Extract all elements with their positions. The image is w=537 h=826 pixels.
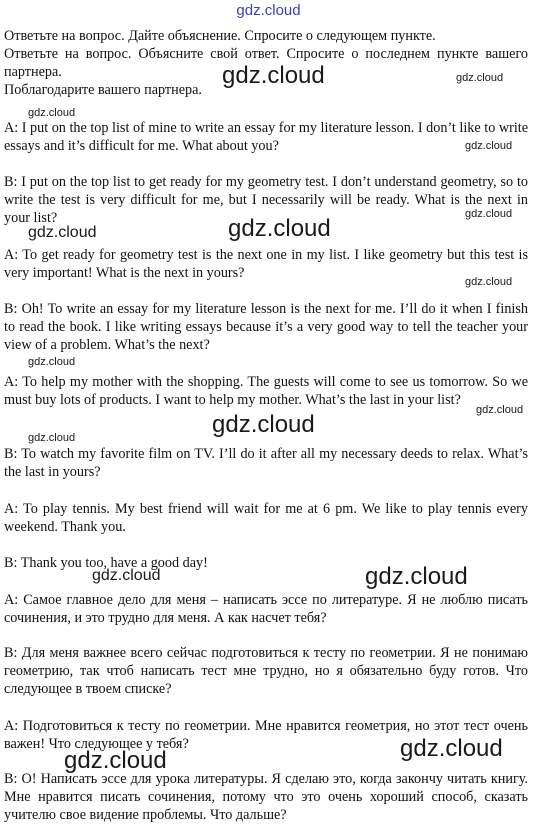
instruction-1: Ответьте на вопрос. Дайте объяснение. Спросите о следующем пункте. bbox=[4, 28, 436, 44]
translation-line: В: Для меня важнее всего сейчас подготовиться к тесту по геометрии. Я не понимаю геометрию, так чтоб написать тест мне трудно, но я обязательно буду готов. Что следующее в твоем списке? bbox=[4, 645, 528, 697]
instruction-2: Ответьте на вопрос. Объясните свой ответ. Спросите о последнем пункте вашего партнера. bbox=[4, 46, 528, 80]
watermark: gdz.cloud bbox=[28, 224, 97, 241]
watermark: gdz.cloud bbox=[465, 140, 513, 152]
translation-line: А: Самое главное дело для меня – написать эссе по литературе. Я не люблю писать сочинения, и это трудно для меня. А как насчет тебя? bbox=[4, 592, 528, 626]
watermark: gdz.cloud bbox=[28, 107, 76, 119]
watermark: gdz.cloud bbox=[400, 735, 503, 762]
translation-line: А: Подготовиться к тесту по геометрии. Мне нравится геометрия, но этот тест очень важен! Что следующее у тебя? bbox=[4, 718, 528, 752]
dialogue-line: B: Oh! To write an essay for my literature lesson is the next for me. I’ll do it when I finish to read the book. I like writing essays because it’s a very good way to tell the teacher your view of a problem. What’s the next? bbox=[4, 301, 528, 353]
dialogue-line: B: I put on the top list to get ready for my geometry test. I don’t understand geometry, so to write the test is very difficult for me, but I necessarily will be ready. What is the next in your list? bbox=[4, 174, 528, 226]
watermark: gdz.cloud bbox=[456, 72, 504, 84]
instruction-3: Поблагодарите вашего партнера. bbox=[4, 82, 202, 98]
dialogue-line: A: To help my mother with the shopping. The guests will come to see us tomorrow. So we must buy lots of products. I want to help my mother. What’s the last in your list? bbox=[4, 374, 528, 408]
watermark: gdz.cloud bbox=[28, 432, 76, 444]
watermark: gdz.cloud bbox=[92, 567, 161, 584]
watermark: gdz.cloud bbox=[212, 411, 315, 438]
dialogue-line: A: To get ready for geometry test is the next one in my list. I like geometry but this test is very important! What is the next in yours? bbox=[4, 247, 528, 281]
watermark: gdz.cloud bbox=[64, 747, 167, 774]
dialogue-line: B: To watch my favorite film on TV. I’ll do it after all my necessary deeds to relax. What’s the last in yours? bbox=[4, 446, 528, 480]
watermark: gdz.cloud bbox=[28, 356, 76, 368]
dialogue-line: B: Thank you too, have a good day! bbox=[4, 555, 208, 571]
dialogue-line: A: I put on the top list of mine to write an essay for my literature lesson. I don’t like to write essays and it’s difficult for me. What about you? bbox=[4, 120, 528, 154]
watermark: gdz.cloud bbox=[465, 276, 513, 288]
watermark: gdz.cloud bbox=[228, 215, 331, 242]
watermark: gdz.cloud bbox=[465, 208, 513, 220]
watermark: gdz.cloud bbox=[222, 62, 325, 89]
site-header[interactable]: gdz.cloud bbox=[236, 2, 301, 19]
watermark: gdz.cloud bbox=[476, 404, 524, 416]
translation-line: В: О! Написать эссе для урока литературы. Я сделаю это, когда закончу читать книгу. Мне нравится писать сочинения, потому что это очень хороший способ, сказать учителю свое видение проблемы. Что дальше? bbox=[4, 771, 528, 823]
dialogue-line: A: To play tennis. My best friend will wait for me at 6 pm. We like to play tennis every weekend. Thank you. bbox=[4, 501, 528, 535]
watermark: gdz.cloud bbox=[365, 563, 468, 590]
